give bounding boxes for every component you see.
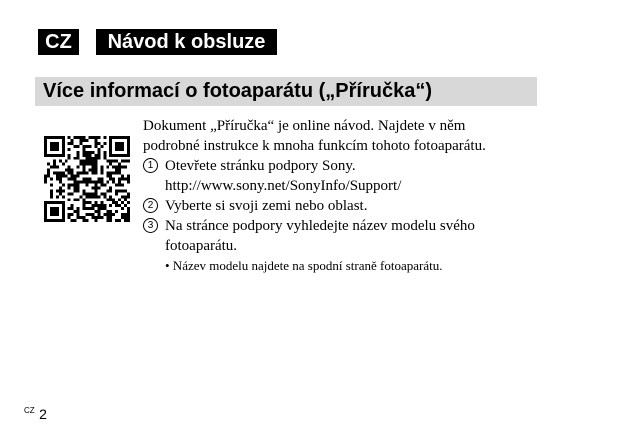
- section-header: [35, 77, 537, 106]
- step-3: [143, 216, 563, 236]
- step-2: [143, 196, 563, 216]
- step-number-3: 3: [143, 218, 158, 233]
- intro-line-2: podrobné instrukce k mnoha funkcím tohoto fotoaparátu.: [143, 138, 486, 154]
- step-number-2: 2: [143, 198, 158, 213]
- language-badge: CZ: [38, 29, 79, 55]
- support-url[interactable]: http://www.sony.net/SonyInfo/Support/: [165, 178, 402, 194]
- step-2-text: Vyberte si svoji zemi nebo oblast.: [165, 198, 368, 214]
- intro-line-1: Dokument „Příručka“ je online návod. Najdete v něm: [143, 118, 466, 134]
- page-number: 2: [39, 406, 47, 422]
- page-footer: [24, 406, 47, 424]
- step-1: [143, 156, 563, 176]
- section-title: Více informací o fotoaparátu („Příručka“): [43, 80, 432, 102]
- step-1-text: Otevřete stránku podpory Sony.: [165, 158, 356, 174]
- manual-title: Návod k obsluze: [96, 29, 277, 55]
- qr-code-icon: [44, 136, 130, 222]
- footer-lang: CZ: [24, 406, 35, 415]
- step-3-text-cont: fotoaparátu.: [165, 238, 238, 254]
- note: • Název modelu najdete na spodní straně fotoaparátu.: [165, 258, 443, 273]
- step-3-text: Na stránce podpory vyhledejte název modelu svého: [165, 218, 475, 234]
- step-number-1: 1: [143, 158, 158, 173]
- body-text: [143, 116, 563, 276]
